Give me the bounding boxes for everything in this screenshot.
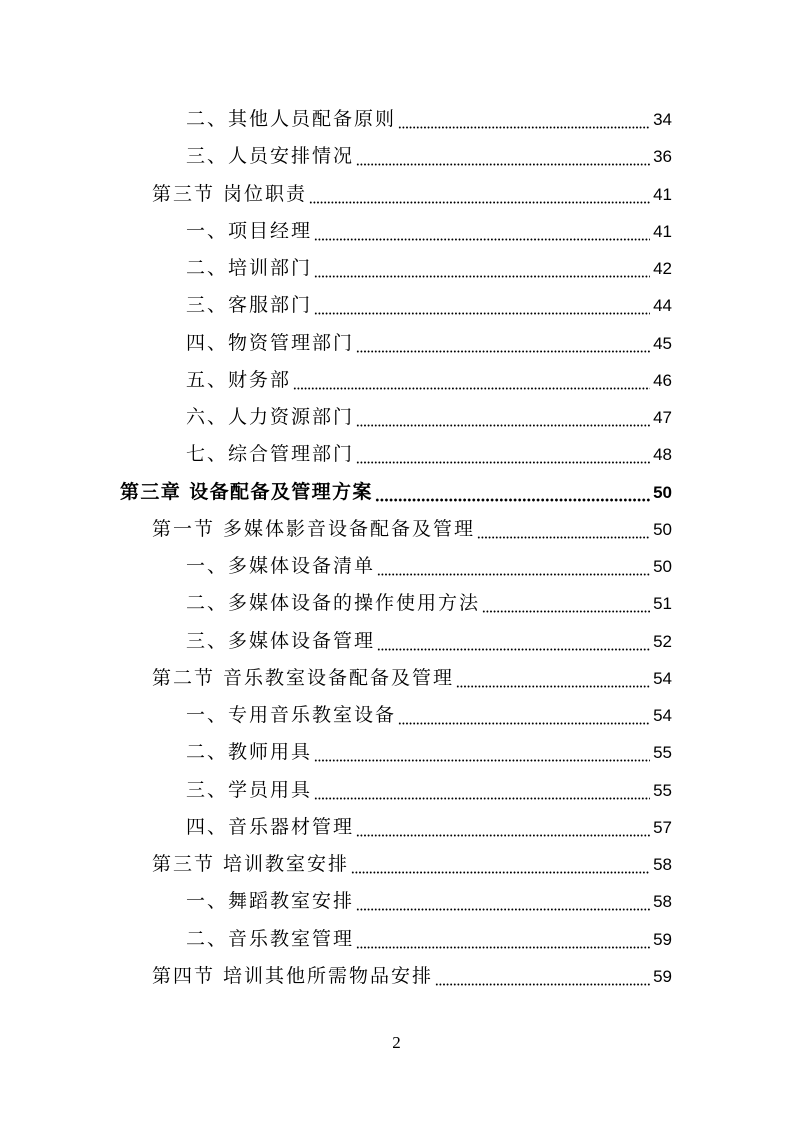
toc-entry-page: 44 — [653, 296, 672, 316]
toc-entry-page: 36 — [653, 147, 672, 167]
toc-entry-page: 59 — [653, 929, 672, 949]
toc-entry-title: 二、音乐教室管理 — [186, 927, 355, 950]
toc-entry-page: 50 — [653, 557, 672, 576]
toc-dot-leader — [314, 734, 650, 771]
toc-entry — [0, 250, 672, 287]
toc-section-entry — [0, 660, 672, 697]
toc-entry-page: 55 — [653, 780, 672, 800]
toc-entry-title: 一、舞蹈教室安排 — [186, 890, 355, 913]
toc-entry-title: 二、其他人员配备原则 — [186, 108, 397, 130]
toc-entry-title: 一、专用音乐教室设备 — [186, 704, 397, 726]
table-of-contents — [0, 101, 672, 995]
toc-section-entry — [0, 846, 672, 883]
toc-entry — [0, 362, 672, 399]
toc-entry-page: 41 — [653, 221, 672, 241]
toc-entry-title: 二、教师用具 — [186, 741, 313, 764]
toc-entry-page: 57 — [653, 817, 672, 837]
toc-entry-page: 55 — [653, 743, 672, 763]
toc-entry-title: 一、多媒体设备清单 — [186, 555, 376, 577]
toc-dot-leader — [356, 436, 650, 473]
toc-entry — [0, 697, 672, 734]
toc-entry-page: 48 — [653, 445, 672, 465]
toc-dot-leader — [398, 101, 650, 138]
toc-dot-leader — [314, 213, 650, 250]
toc-entry-page: 58 — [653, 892, 672, 912]
toc-entry-page: 50 — [653, 482, 672, 502]
toc-chapter-title: 第三章 设备配备及管理方案 — [120, 480, 373, 503]
toc-entry — [0, 623, 672, 660]
toc-section-entry — [0, 176, 672, 213]
toc-entry-page: 59 — [653, 966, 672, 986]
toc-entry-title: 第四节 培训其他所需物品安排 — [152, 964, 434, 987]
toc-entry-title: 三、多媒体设备管理 — [186, 629, 376, 652]
toc-entry-page: 54 — [653, 706, 672, 725]
toc-dot-leader — [314, 250, 650, 287]
toc-entry — [0, 287, 672, 324]
toc-entry-page: 50 — [653, 519, 672, 539]
toc-entry-title: 一、项目经理 — [186, 219, 313, 242]
toc-entry-title: 六、人力资源部门 — [186, 406, 355, 428]
toc-dot-leader — [435, 958, 650, 995]
toc-entry-title: 四、音乐器材管理 — [186, 815, 355, 838]
toc-entry-title: 三、学员用具 — [186, 778, 313, 801]
toc-section-entry — [0, 958, 672, 995]
toc-entry — [0, 101, 672, 138]
toc-entry-title: 七、综合管理部门 — [186, 443, 355, 466]
toc-section-entry — [0, 511, 672, 548]
toc-entry-page: 46 — [653, 370, 672, 390]
toc-dot-leader — [456, 660, 650, 697]
toc-entry — [0, 548, 672, 585]
toc-dot-leader — [356, 138, 650, 175]
toc-entry-title: 四、物资管理部门 — [186, 331, 355, 354]
toc-entry — [0, 436, 672, 473]
toc-entry-title: 第三节 培训教室安排 — [152, 853, 350, 875]
toc-dot-leader — [482, 585, 650, 622]
toc-entry — [0, 213, 672, 250]
toc-entry-page: 52 — [653, 631, 672, 651]
toc-entry-page: 34 — [653, 110, 672, 129]
toc-entry-page: 42 — [653, 259, 672, 278]
toc-entry-title: 三、人员安排情况 — [186, 145, 355, 168]
toc-entry — [0, 138, 672, 175]
toc-entry-page: 54 — [653, 668, 672, 688]
toc-entry-title: 五、财务部 — [186, 368, 292, 391]
toc-dot-leader — [356, 399, 650, 436]
toc-entry-title: 第三节 岗位职责 — [152, 182, 308, 205]
toc-entry-page: 41 — [653, 184, 672, 204]
toc-dot-leader — [314, 772, 650, 809]
toc-dot-leader — [356, 325, 650, 362]
page-number: 2 — [392, 1033, 401, 1052]
toc-dot-leader — [377, 623, 650, 660]
toc-dot-leader — [314, 287, 650, 324]
toc-entry — [0, 734, 672, 771]
toc-entry — [0, 585, 672, 622]
toc-dot-leader — [375, 474, 650, 511]
toc-entry — [0, 809, 672, 846]
toc-entry-title: 二、培训部门 — [186, 257, 313, 279]
toc-dot-leader — [398, 697, 650, 734]
toc-dot-leader — [309, 176, 650, 213]
toc-entry-title: 二、多媒体设备的操作使用方法 — [186, 592, 481, 615]
toc-dot-leader — [377, 548, 650, 585]
toc-entry-title: 第二节 音乐教室设备配备及管理 — [152, 666, 455, 689]
toc-dot-leader — [293, 362, 650, 399]
toc-entry — [0, 921, 672, 958]
toc-entry — [0, 325, 672, 362]
toc-entry — [0, 399, 672, 436]
toc-entry-title: 第一节 多媒体影音设备配备及管理 — [152, 517, 476, 540]
toc-dot-leader — [356, 883, 650, 920]
toc-dot-leader — [477, 511, 650, 548]
toc-entry-page: 51 — [653, 594, 672, 614]
toc-entry — [0, 772, 672, 809]
toc-entry-page: 45 — [653, 333, 672, 353]
toc-dot-leader — [351, 846, 650, 883]
toc-entry — [0, 883, 672, 920]
toc-entry-page: 47 — [653, 408, 672, 427]
toc-entry-page: 58 — [653, 855, 672, 874]
toc-entry-title: 三、客服部门 — [186, 294, 313, 317]
toc-dot-leader — [356, 921, 650, 958]
toc-chapter-entry — [0, 474, 672, 511]
toc-dot-leader — [356, 809, 650, 846]
